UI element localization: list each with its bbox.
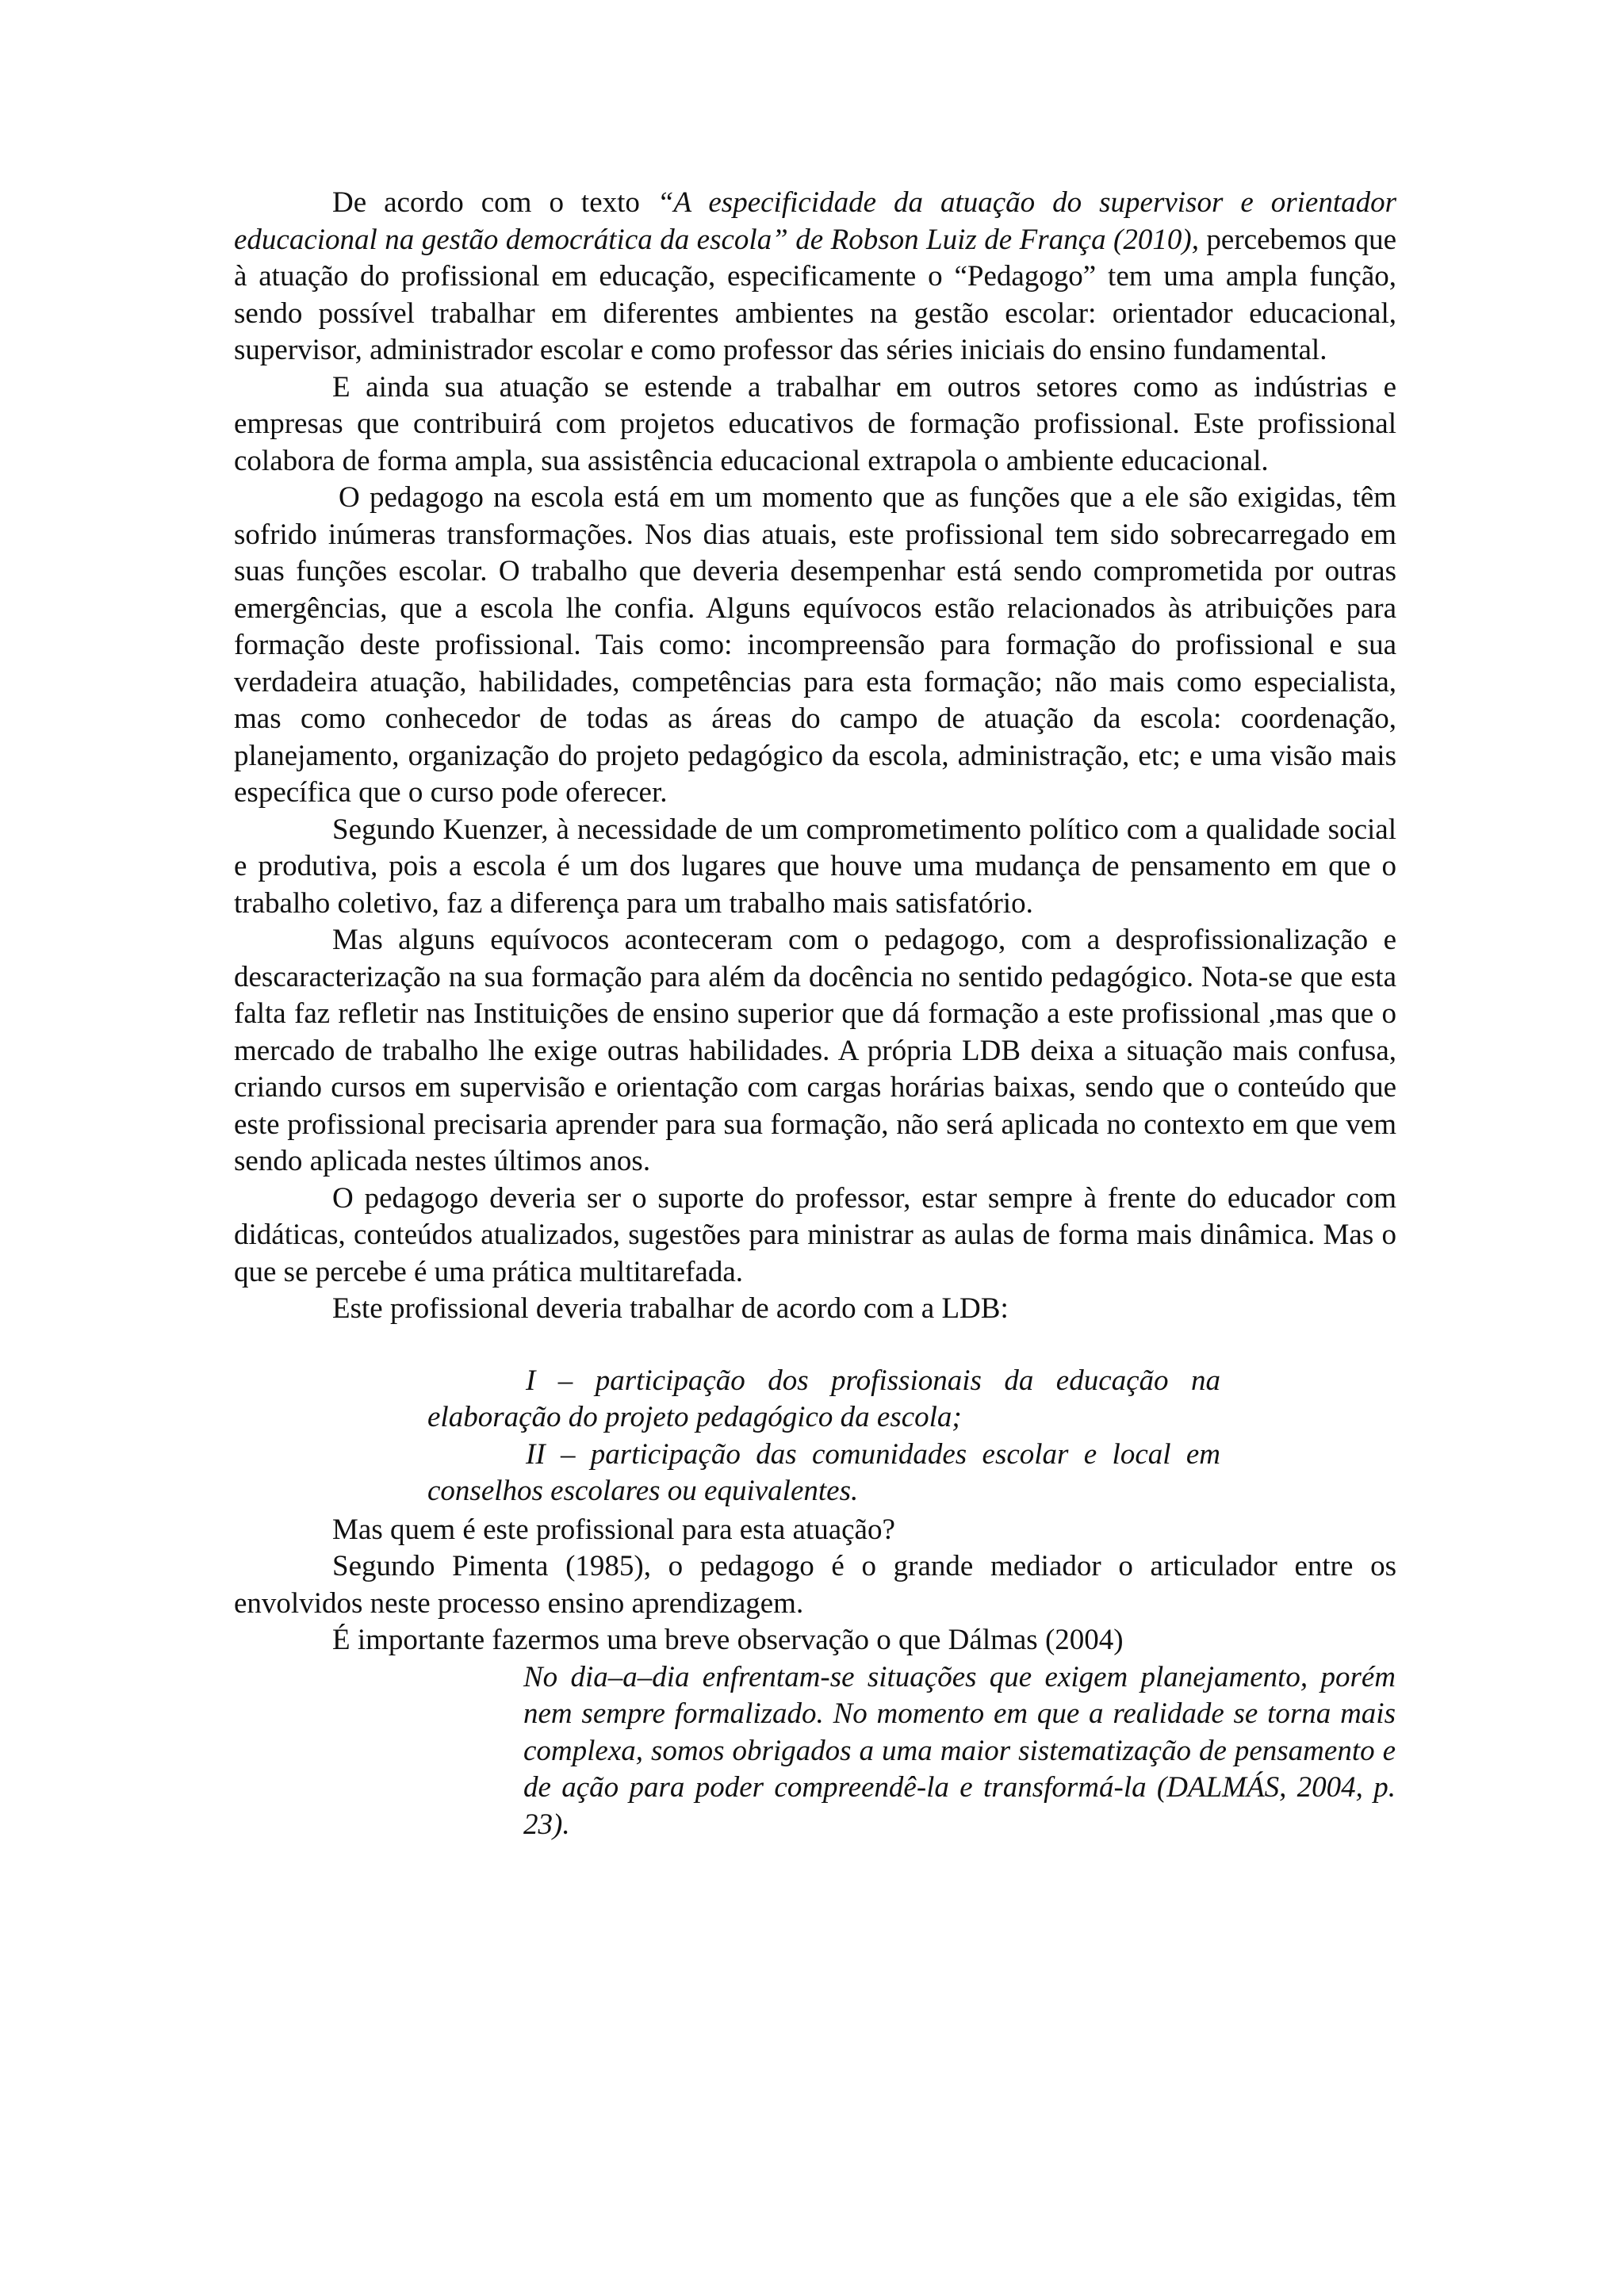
ldb-block-quote (427, 1363, 1220, 1510)
paragraph-5: Mas alguns equívocos aconteceram com o pedagogo, com a desprofissionalização e descaracterização na sua formação para além da docência no sentido pedagógico. Nota-se que esta falta faz refletir nas Instituições de ensino superior que dá formação a este profissional ,mas que o mercado de trabalho lhe exige outras habilidades. A própria LDB deixa a situação mais confusa, criando cursos em supervisão e orientação com cargas horárias baixas, sendo que o conteúdo que este profissional precisaria aprender para sua formação, não será aplicada no contexto em que vem sendo aplicada nestes últimos anos. (234, 924, 1396, 1177)
paragraph-10: É importante fazermos uma breve observação o que Dálmas (2004) (332, 1624, 1124, 1656)
dalmas-block-quote: No dia–a–dia enfrentam-se situações que exigem planejamento, porém nem sempre formalizado. No momento em que a realidade se torna mais complexa, somos obrigados a uma maior sistematização de pensamento e de ação para poder compreendê-la e transformá-la (DALMÁS, 2004, p. 23). (523, 1660, 1396, 1841)
paragraph-6: O pedagogo deveria ser o suporte do professor, estar sempre à frente do educador com didáticas, conteúdos atualizados, sugestões para ministrar as aulas de forma mais dinâmica. Mas o que se percebe é uma prática multitarefada. (234, 1181, 1396, 1288)
paragraph-1-rest: percebemos que à atuação do profissional em educação, especificamente o “Pedagogo” tem uma ampla função, sendo possível trabalhar em diferentes ambientes na gestão escolar: orientador educacional, supervisor, administrador escolar e como professor das séries iniciais do ensino fundamental. (234, 223, 1397, 366)
paragraph-1-prefix: De acordo com o texto (332, 186, 657, 219)
paragraph-7: Este profissional deveria trabalhar de acordo com a LDB: (332, 1292, 1009, 1325)
paragraph-9: Segundo Pimenta (1985), o pedagogo é o grande mediador o articulador entre os envolvidos neste processo ensino aprendizagem. (234, 1550, 1396, 1620)
paragraph-4: Segundo Kuenzer, à necessidade de um comprometimento político com a qualidade social e produtiva, pois a escola é um dos lugares que houve uma mudança de pensamento em que o trabalho coletivo, faz a diferença para um trabalho mais satisfatório. (234, 813, 1396, 920)
paragraph-8: Mas quem é este profissional para esta atuação? (332, 1513, 895, 1546)
ldb-quote-item-1: I – participação dos profissionais da educação na elaboração do projeto pedagógico da escola; (427, 1364, 1220, 1433)
paragraph-3: O pedagogo na escola está em um momento que as funções que a ele são exigidas, têm sofrido inúmeras transformações. Nos dias atuais, este profissional tem sido sobrecarregado em suas funções escolar. O trabalho que deveria desempenhar está sendo comprometida por outras emergências, que a escola lhe confia. Alguns equívocos estão relacionados às atribuições para formação deste profissional. Tais como: incompreensão para formação do profissional e sua verdadeira atuação, habilidades, competências para esta formação; não mais como especialista, mas como conhecedor de todas as áreas do campo de atuação da escola: coordenação, planejamento, organização do projeto pedagógico da escola, administração, etc; e uma visão mais específica que o curso pode oferecer. (234, 481, 1396, 809)
cited-text-title: “A especificidade da atuação do supervisor e orientador educacional na gestão democrática da escola” de Robson Luiz de França (2010), (234, 186, 1397, 256)
ldb-quote-item-2: II – participação das comunidades escolar e local em conselhos escolares ou equivalentes. (427, 1437, 1220, 1507)
paragraph-1 (234, 185, 1396, 369)
document-body (234, 185, 1396, 1843)
paragraph-2: E ainda sua atuação se estende a trabalhar em outros setores como as indústrias e empresas que contribuirá com projetos educativos de formação profissional. Este profissional colabora de forma ampla, sua assistência educacional extrapola o ambiente educacional. (234, 370, 1396, 477)
